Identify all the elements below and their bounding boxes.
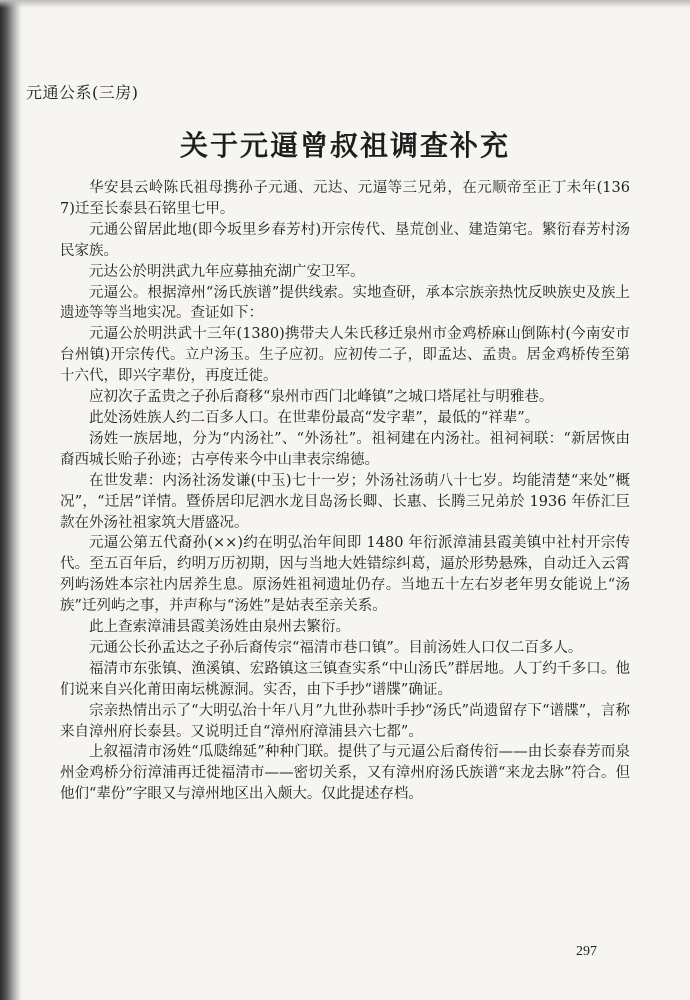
paragraph: 元达公於明洪武九年应募抽充湖广安卫军。 [89,263,365,280]
paragraph: 在世发辈：内汤社汤发谦(中玉)七十一岁；外汤社汤萌八十七岁。均能清楚“来处”概况”，“迁居”详情。暨侨居印尼泗水龙目岛汤长卿、长惠、长腾三兄弟於 1936 年侨汇巨款在外汤社祖家筑大厝盛况。 [60,472,630,531]
page-top-edge [0,0,690,8]
paragraph: 元逼公第五代裔孙(××)约在明弘治年间即 1480 年衍派漳浦县霞美镇中社村开宗传代。至五百年后，约明万历初期，因与当地大姓错综纠葛，逼於形势悬殊，自动迁入云霄列屿汤姓本宗社内居养生息。原汤姓祖祠遗址仍存。当地五十左右岁老年男女能说上“汤族”迁列屿之事，并声称与“汤姓”是姑表至亲关系。 [60,535,630,615]
section-label: 元通公系(三房) [26,83,139,102]
paragraph: 此处汤姓族人约二百多人口。在世辈份最高“发字辈”，最低的“祥辈”。 [89,409,540,426]
paragraph: 元通公长孙孟达之子孙后裔传宗“福清市巷口镇”。目前汤姓人口仅二百多人。 [89,639,583,656]
page-number: 297 [576,944,597,959]
paragraph: 应初次子孟贵之子孙后裔移“泉州市西门北峰镇”之城口塔尾社与明雅巷。 [89,389,554,406]
paragraph: 宗亲热情出示了“大明弘治十年八月”九世孙恭叶手抄“汤氏”尚遗留存下“谱牒”，言称来自漳州府长泰县。又说明迁自“漳州府漳浦县六七都”。 [60,702,630,740]
paragraph: 元逼公於明洪武十三年(1380)携带夫人朱氏移迁泉州市金鸡桥麻山倒陈村(今南安市台州镇)开宗传代。立户汤玉。生子应初。应初传二子，即孟达、孟贵。居金鸡桥传至第十六代，即兴字辈份，再度迁徙。 [60,326,630,385]
paragraph: 此上查索漳浦县霞美汤姓由泉州去繁衍。 [89,619,350,636]
paragraph: 汤姓一族居地，分为“内汤社”、“外汤社”。祖祠建在内汤社。祖祠祠联：“新居恢由裔西城长贻子孙迹；古亭传来今中山聿表宗绵德。 [60,430,630,468]
paragraph: 华安县云岭陈氏祖母携孙子元通、元达、元逼等三兄弟，在元顺帝至正丁未年(1367)迁至长泰县石铭里七甲。 [60,180,630,217]
paragraph: 福清市东张镇、渔溪镇、宏路镇这三镇查实系“中山汤氏”群居地。人丁约千多口。他们说来自兴化莆田南坛桃源洞。实否，由下手抄“谱牒”确证。 [60,660,630,698]
paragraph: 元通公留居此地(即今坂里乡春芳村)开宗传代、垦荒创业、建造第宅。繁衍春芳村汤民家族。 [60,221,630,259]
body-text [60,178,630,805]
paragraph: 元逼公。根据漳州“汤氏族谱”提供线索。实地查研，承本宗族亲热忱反映族史及族上遗迹等等当地实况。查证如下： [60,284,630,322]
paragraph: 上叙福清市汤姓“瓜瓞绵延”种种门联。提供了与元逼公后裔传衍——由长泰春芳而泉州金鸡桥分衍漳浦再迁徙福清市——密切关系，又有漳州府汤氏族谱“来龙去脉”符合。但他们“辈份”字眼又与漳州地区出入颇大。仅此提述存档。 [60,744,630,803]
page-title: 关于元逼曾叔祖调查补充 [179,129,510,162]
